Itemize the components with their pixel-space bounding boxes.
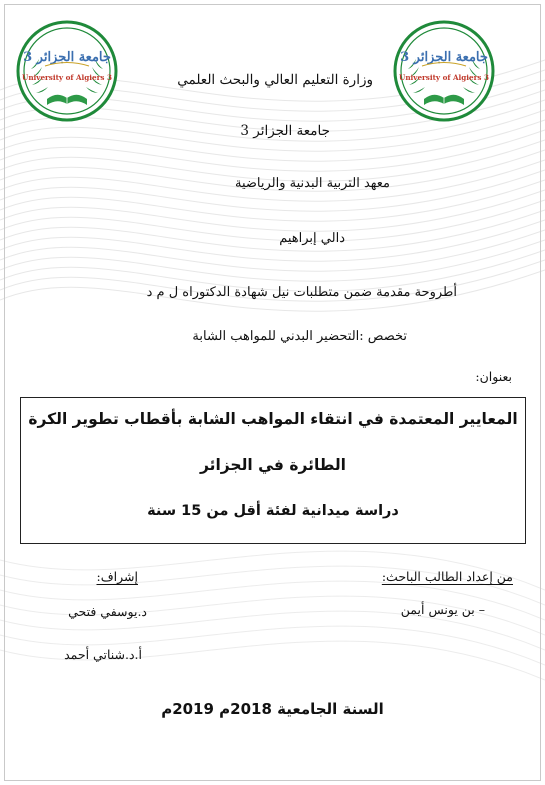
university-name: جامعة الجزائر 3	[240, 123, 330, 139]
thesis-title-line-2: الطائرة في الجزائر	[199, 456, 346, 474]
supervision-heading: إشراف:	[96, 569, 138, 584]
thesis-description: أطروحة مقدمة ضمن متطلبات نيل شهادة الدكتوراه ل م د	[146, 285, 457, 300]
supervisor-name-1: د.يوسفي فتحي	[68, 604, 147, 619]
candidate-location: دالي إبراهيم	[279, 231, 345, 246]
academic-year: السنة الجامعية 2018م 2019م	[161, 700, 384, 718]
thesis-title-line-1: المعايير المعتمدة في انتقاء المواهب الشابة بأقطاب تطوير الكرة	[28, 410, 518, 428]
logo-latin-text-right: University of Algiers 3	[399, 73, 489, 82]
student-heading: من إعداد الطالب الباحث:	[381, 569, 513, 584]
university-logo-left	[15, 19, 119, 123]
thesis-title-box	[20, 397, 526, 544]
title-label: بعنوان:	[475, 369, 512, 384]
logo-arabic-text-right: جامعة الجزائر 3	[400, 50, 488, 65]
university-logo-right	[392, 19, 496, 123]
ministry-name: وزارة التعليم العالي والبحث العلمي	[177, 72, 373, 88]
logo-latin-text-left: University of Algiers 3	[22, 73, 112, 82]
specialization: تخصص :التحضير البدني للمواهب الشابة	[192, 329, 407, 344]
supervisor-name-2: أ.د.شناتي أحمد	[64, 647, 142, 662]
thesis-subtitle: دراسة ميدانية لفئة أقل من 15 سنة	[147, 503, 399, 519]
svg-text:جامعة الجزائر 3: جامعة الجزائر 3	[23, 50, 111, 65]
student-name: – بن يونس أيمن	[400, 602, 485, 617]
institute-name: معهد التربية البدنية والرياضية	[235, 176, 390, 191]
